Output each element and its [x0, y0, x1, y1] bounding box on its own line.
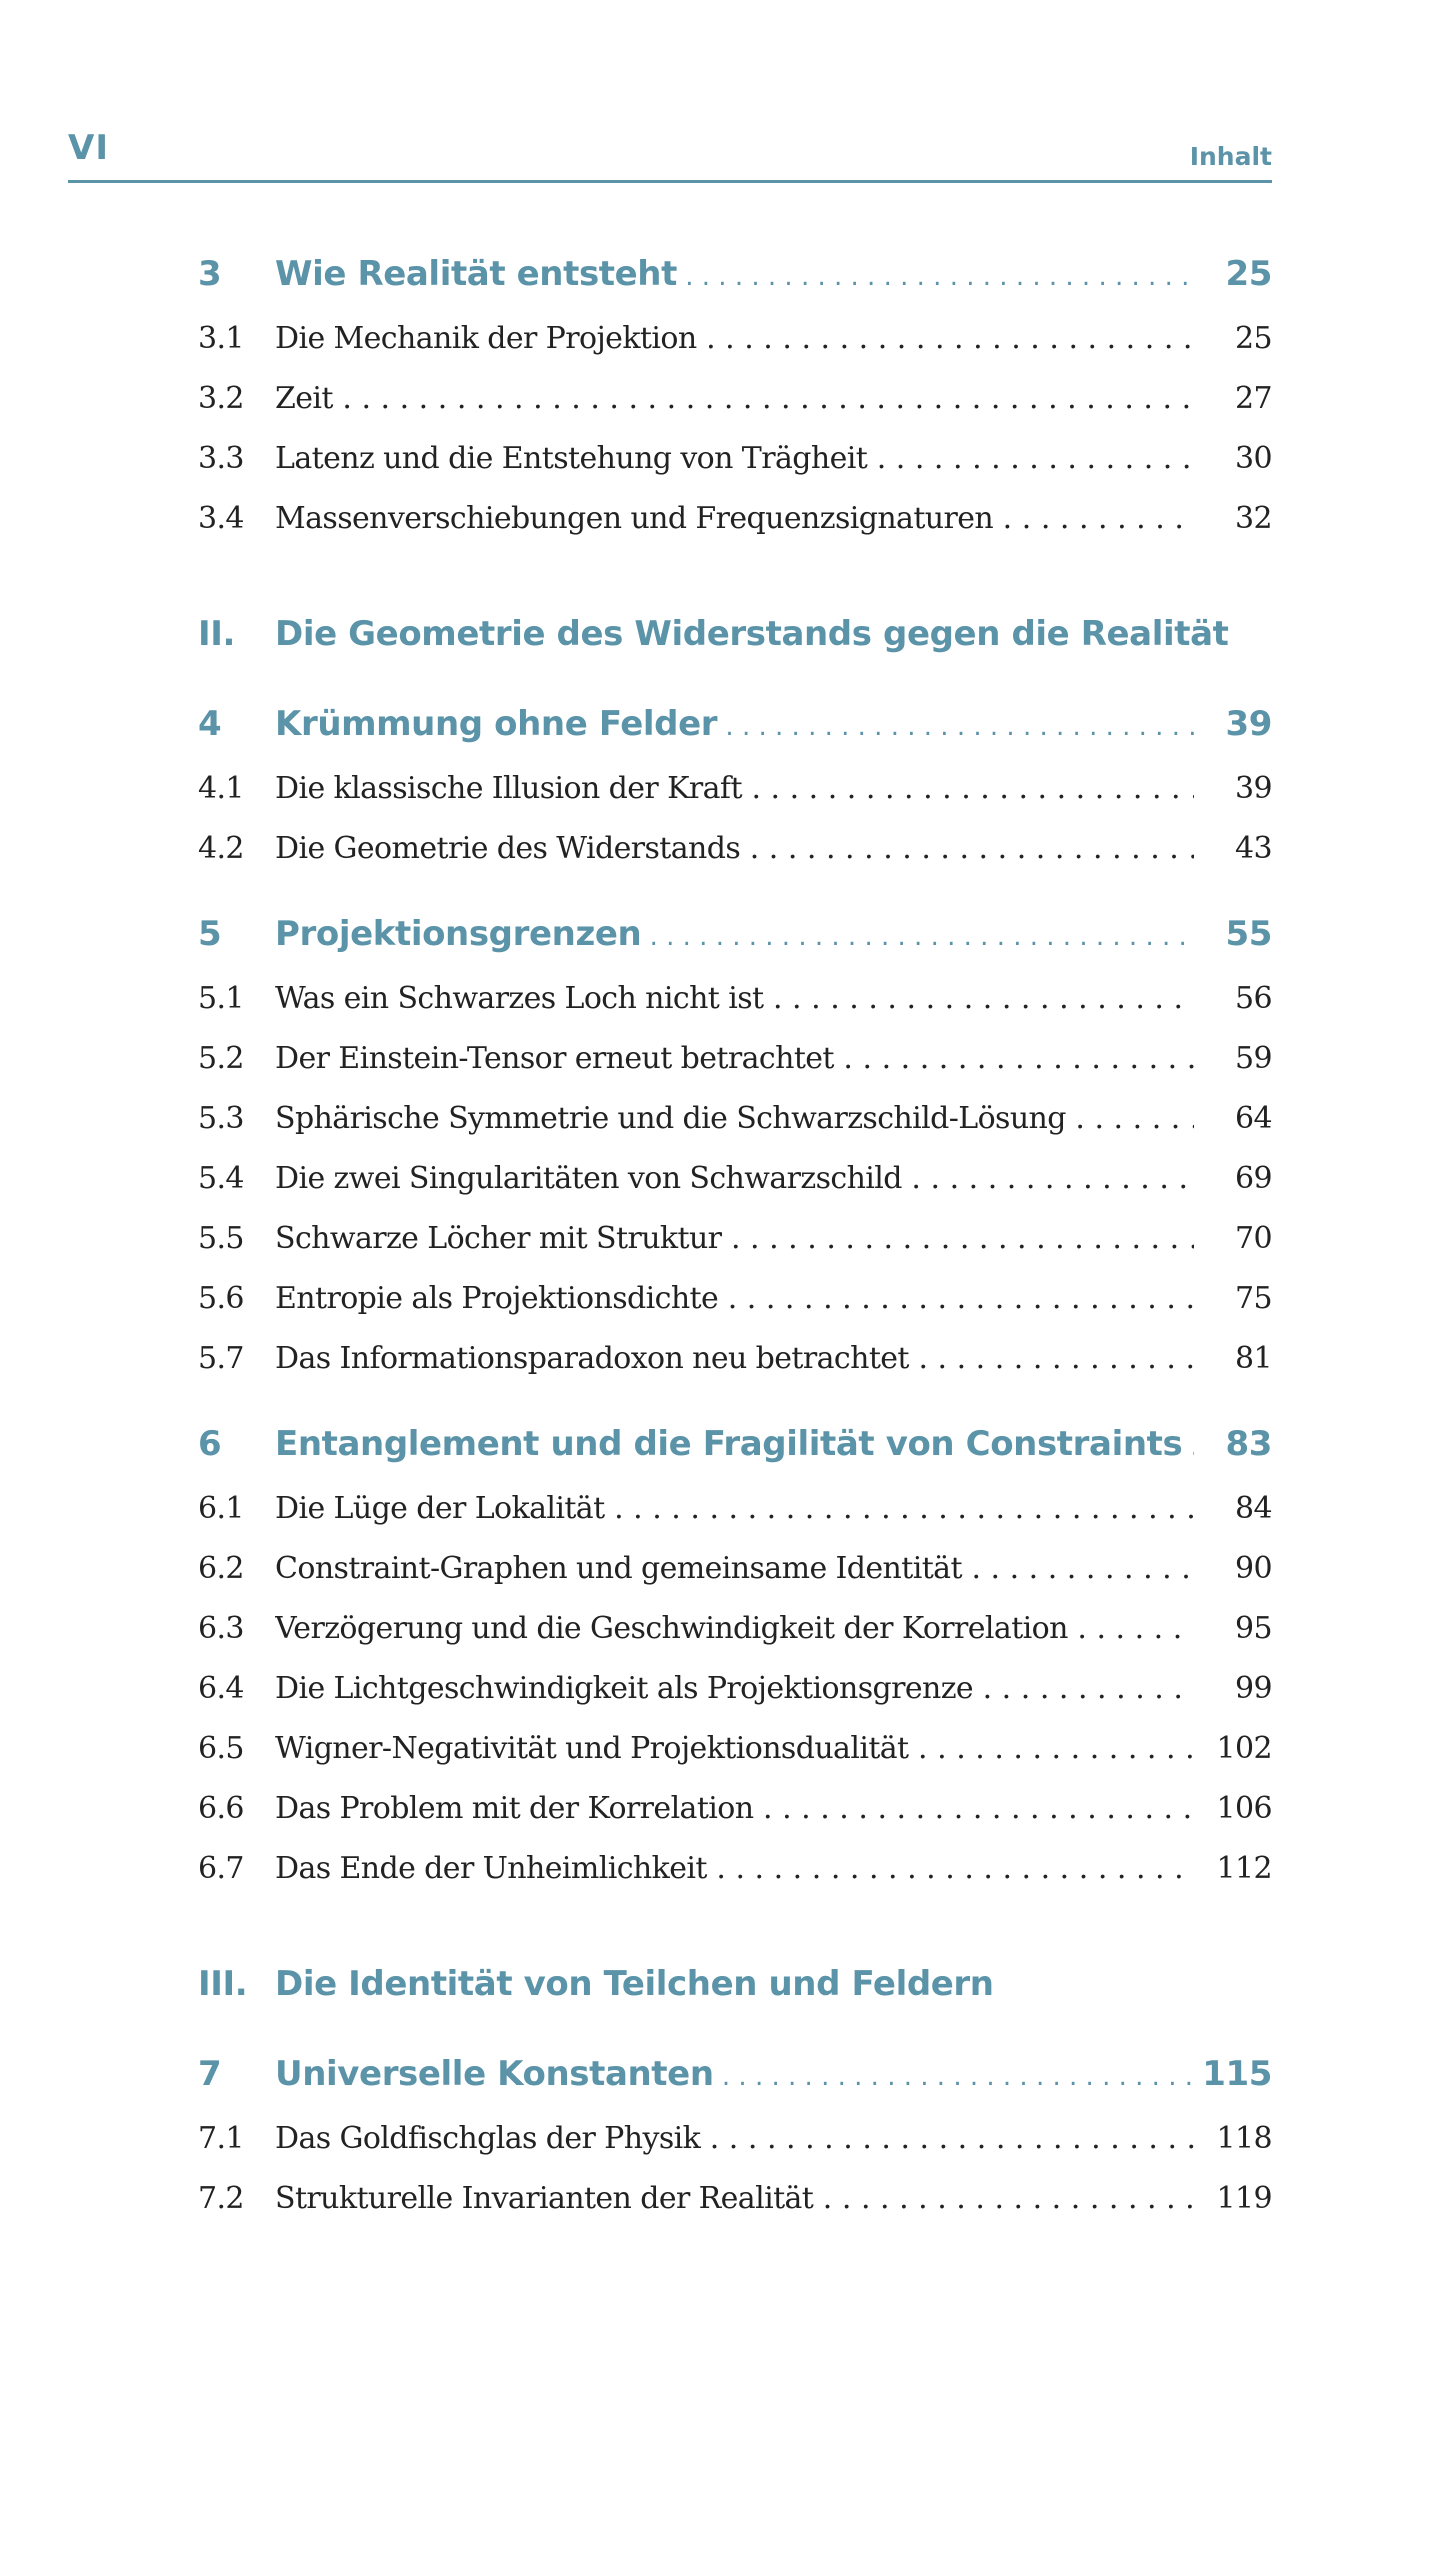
- section-page-number: 70: [1235, 1221, 1272, 1256]
- chapter-page-number: 39: [1225, 704, 1272, 744]
- chapter-number: 7: [198, 2054, 222, 2094]
- chapter-number: 5: [198, 914, 222, 954]
- section-number: 5.3: [198, 1101, 244, 1136]
- toc-section-entry[interactable]: [198, 306, 1272, 366]
- section-title: Die zwei Singularitäten von Schwarzschild . . .: [275, 1161, 1194, 1196]
- section-number: 5.2: [198, 1041, 244, 1076]
- section-title: Die Geometrie des Widerstands . . .: [275, 831, 1194, 866]
- chapter-page-number: 83: [1225, 1424, 1272, 1464]
- section-page-number: 102: [1216, 1731, 1272, 1766]
- section-page-number: 39: [1235, 771, 1272, 806]
- toc-section-entry[interactable]: [198, 2166, 1272, 2226]
- section-page-number: 84: [1235, 1491, 1272, 1526]
- chapter-page-number: 55: [1225, 914, 1272, 954]
- section-page-number: 56: [1235, 981, 1272, 1016]
- section-number: 5.6: [198, 1281, 244, 1316]
- running-head: Inhalt: [1189, 142, 1272, 171]
- part-number: III.: [198, 1964, 248, 2004]
- toc-section-entry[interactable]: [198, 1836, 1272, 1896]
- toc-section-entry[interactable]: [198, 1476, 1272, 1536]
- chapter-number: 3: [198, 254, 222, 294]
- part-number: II.: [198, 614, 236, 654]
- toc-section-entry[interactable]: [198, 756, 1272, 816]
- section-page-number: 75: [1235, 1281, 1272, 1316]
- section-number: 6.1: [198, 1491, 244, 1526]
- section-number: 7.1: [198, 2121, 244, 2156]
- section-page-number: 90: [1235, 1551, 1272, 1586]
- section-title: Der Einstein-Tensor erneut betrachtet . . .: [275, 1041, 1194, 1076]
- toc-section-entry[interactable]: [198, 426, 1272, 486]
- section-number: 6.4: [198, 1671, 244, 1706]
- section-title: Entropie als Projektionsdichte . . .: [275, 1281, 1194, 1316]
- section-title: Die Lüge der Lokalität . . .: [275, 1491, 1194, 1526]
- section-title: Die Lichtgeschwindigkeit als Projektionsgrenze . . .: [275, 1671, 1194, 1706]
- section-number: 7.2: [198, 2181, 244, 2216]
- section-title: Das Goldfischglas der Physik . . .: [275, 2121, 1194, 2156]
- toc-section-entry[interactable]: [198, 1536, 1272, 1596]
- section-number: 4.2: [198, 831, 244, 866]
- section-number: 3.4: [198, 501, 244, 536]
- chapter-title: Wie Realität entsteht . . .: [275, 254, 1194, 294]
- section-title: Massenverschiebungen und Frequenzsignaturen . . .: [275, 501, 1194, 536]
- toc-section-entry[interactable]: [198, 1776, 1272, 1836]
- toc-section-entry[interactable]: [198, 966, 1272, 1026]
- section-page-number: 59: [1235, 1041, 1272, 1076]
- section-number: 6.6: [198, 1791, 244, 1826]
- section-number: 3.3: [198, 441, 244, 476]
- section-title: Schwarze Löcher mit Struktur . . .: [275, 1221, 1194, 1256]
- section-title: Verzögerung und die Geschwindigkeit der Korrelation . . .: [275, 1611, 1194, 1646]
- section-title: Die klassische Illusion der Kraft . . .: [275, 771, 1194, 806]
- section-page-number: 99: [1235, 1671, 1272, 1706]
- toc-section-entry[interactable]: [198, 366, 1272, 426]
- toc-section-entry[interactable]: [198, 1086, 1272, 1146]
- section-title: Das Problem mit der Korrelation . . .: [275, 1791, 1194, 1826]
- toc-section-entry[interactable]: [198, 1656, 1272, 1716]
- toc-section-entry[interactable]: [198, 2106, 1272, 2166]
- section-title: Das Ende der Unheimlichkeit . . .: [275, 1851, 1194, 1886]
- toc-section-entry[interactable]: [198, 1716, 1272, 1776]
- section-page-number: 118: [1216, 2121, 1272, 2156]
- section-page-number: 95: [1235, 1611, 1272, 1646]
- section-page-number: 64: [1235, 1101, 1272, 1136]
- section-title: Constraint-Graphen und gemeinsame Identität . . .: [275, 1551, 1194, 1586]
- chapter-title: Entanglement und die Fragilität von Constraints . . .: [275, 1424, 1194, 1464]
- section-number: 6.3: [198, 1611, 244, 1646]
- page-header: [68, 128, 1272, 183]
- section-number: 5.7: [198, 1341, 244, 1376]
- section-title: Was ein Schwarzes Loch nicht ist . . .: [275, 981, 1194, 1016]
- toc-section-entry[interactable]: [198, 816, 1272, 876]
- section-number: 6.2: [198, 1551, 244, 1586]
- toc-section-entry[interactable]: [198, 1026, 1272, 1086]
- chapter-number: 6: [198, 1424, 222, 1464]
- part-title: Die Geometrie des Widerstands gegen die Realität: [275, 614, 1229, 654]
- chapter-title: Universelle Konstanten . . .: [275, 2054, 1194, 2094]
- section-title: Strukturelle Invarianten der Realität . . .: [275, 2181, 1194, 2216]
- section-page-number: 32: [1235, 501, 1272, 536]
- toc-part-heading[interactable]: [198, 1954, 1272, 2014]
- section-page-number: 69: [1235, 1161, 1272, 1196]
- chapter-title: Krümmung ohne Felder . . .: [275, 704, 1194, 744]
- toc-chapter-entry[interactable]: [198, 904, 1272, 964]
- section-page-number: 25: [1235, 321, 1272, 356]
- section-page-number: 30: [1235, 441, 1272, 476]
- chapter-number: 4: [198, 704, 222, 744]
- section-page-number: 119: [1216, 2181, 1272, 2216]
- section-title: Latenz und die Entstehung von Trägheit . . .: [275, 441, 1194, 476]
- chapter-title: Projektionsgrenzen . . .: [275, 914, 1194, 954]
- toc-section-entry[interactable]: [198, 1146, 1272, 1206]
- toc-chapter-entry[interactable]: [198, 694, 1272, 754]
- section-number: 4.1: [198, 771, 244, 806]
- toc-part-heading[interactable]: [198, 604, 1272, 664]
- toc-chapter-entry[interactable]: [198, 244, 1272, 304]
- section-number: 5.4: [198, 1161, 244, 1196]
- section-title: Zeit . . .: [275, 381, 1194, 416]
- section-number: 3.1: [198, 321, 244, 356]
- section-title: Wigner-Negativität und Projektionsdualität . . .: [275, 1731, 1194, 1766]
- page-folio: VI: [68, 128, 109, 168]
- toc-section-entry[interactable]: [198, 1596, 1272, 1656]
- toc-section-entry[interactable]: [198, 1326, 1272, 1386]
- toc-section-entry[interactable]: [198, 1206, 1272, 1266]
- part-title: Die Identität von Teilchen und Feldern: [275, 1964, 994, 2004]
- section-page-number: 112: [1216, 1851, 1272, 1886]
- section-number: 5.5: [198, 1221, 244, 1256]
- toc-chapter-entry[interactable]: [198, 2044, 1272, 2104]
- section-page-number: 27: [1235, 381, 1272, 416]
- section-number: 6.5: [198, 1731, 244, 1766]
- toc-chapter-entry[interactable]: [198, 1414, 1272, 1474]
- chapter-page-number: 115: [1202, 2054, 1272, 2094]
- chapter-page-number: 25: [1225, 254, 1272, 294]
- section-page-number: 43: [1235, 831, 1272, 866]
- section-page-number: 81: [1235, 1341, 1272, 1376]
- section-title: Sphärische Symmetrie und die Schwarzschild-Lösung . . .: [275, 1101, 1194, 1136]
- toc-section-entry[interactable]: [198, 486, 1272, 546]
- toc-section-entry[interactable]: [198, 1266, 1272, 1326]
- section-number: 5.1: [198, 981, 244, 1016]
- section-title: Das Informationsparadoxon neu betrachtet . . .: [275, 1341, 1194, 1376]
- section-number: 6.7: [198, 1851, 244, 1886]
- section-page-number: 106: [1216, 1791, 1272, 1826]
- section-number: 3.2: [198, 381, 244, 416]
- section-title: Die Mechanik der Projektion . . .: [275, 321, 1194, 356]
